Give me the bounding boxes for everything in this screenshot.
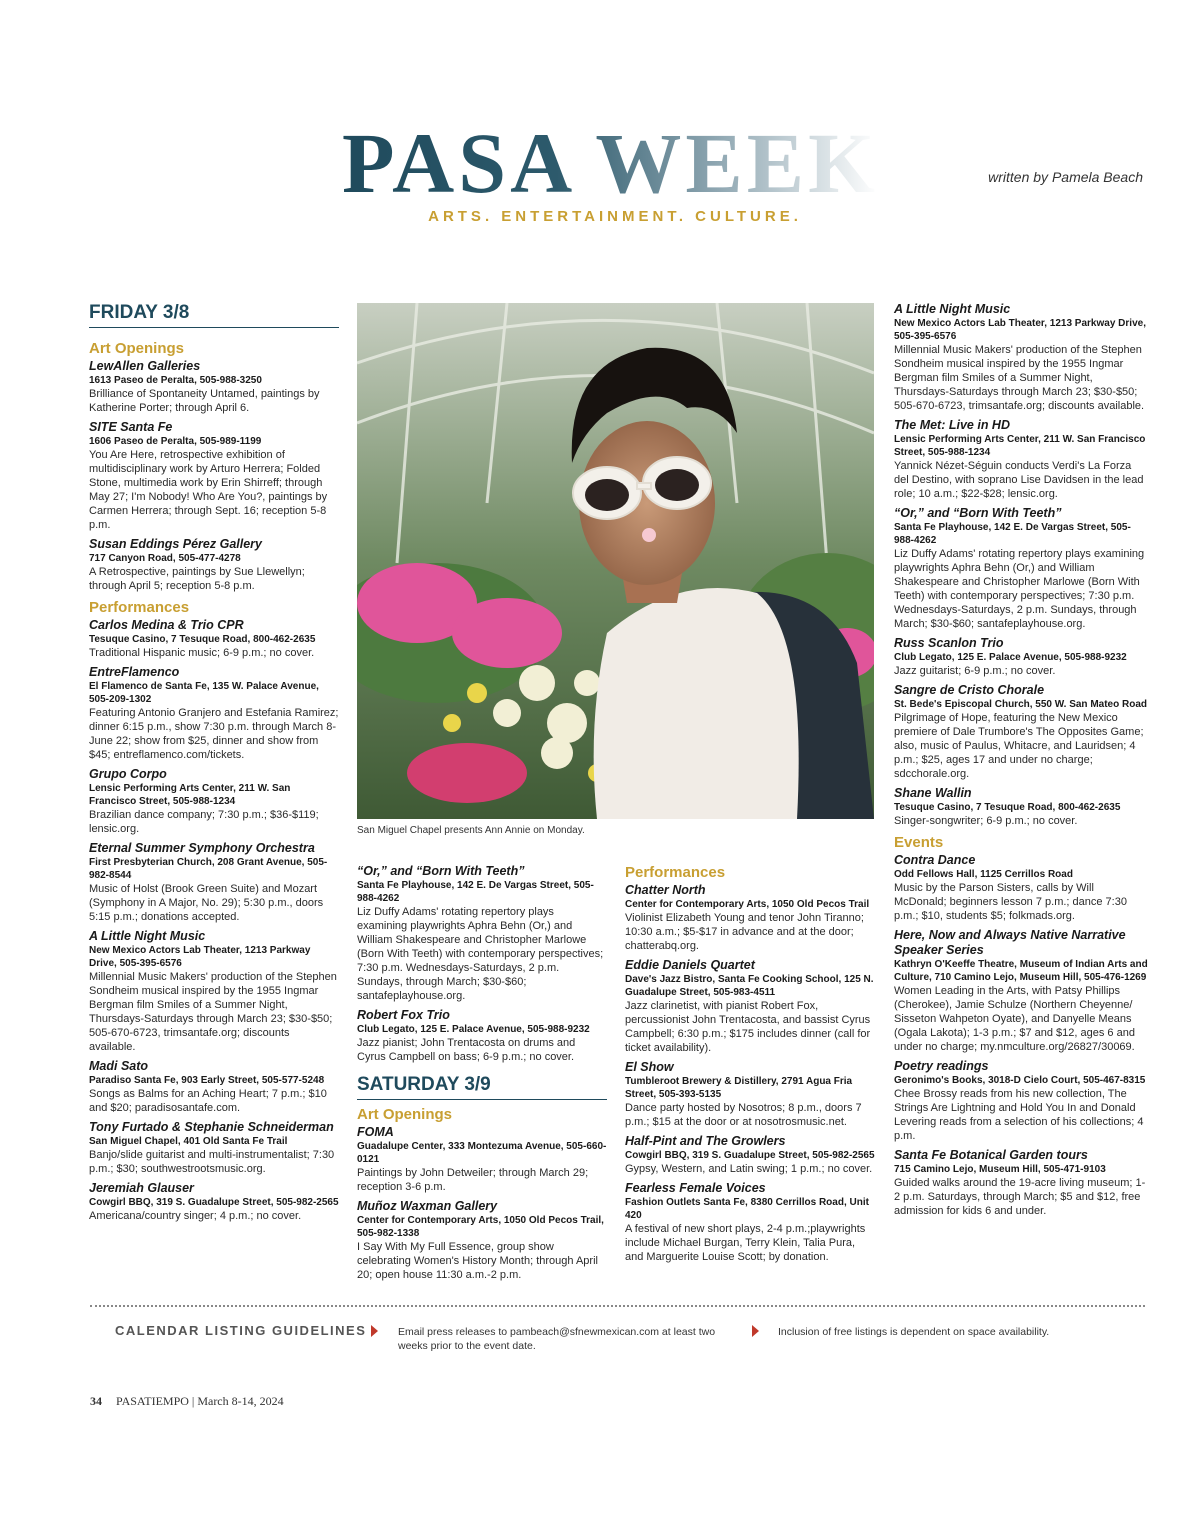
column-4 — [894, 302, 1148, 1223]
listing-name: Fearless Female Voices — [625, 1181, 766, 1195]
column-2 — [357, 864, 607, 1287]
listing-entry — [894, 302, 1148, 413]
listing-name: Poetry readings — [894, 1059, 989, 1073]
listing-name: Eddie Daniels Quartet — [625, 958, 755, 972]
tagline: ARTS. ENTERTAINMENT. CULTURE. — [428, 208, 802, 225]
listing-name: Sangre de Cristo Chorale — [894, 683, 1045, 697]
listing-description: Banjo/slide guitarist and multi-instrumentalist; 7:30 p.m.; $30; southwestrootsmusic.org. — [89, 1149, 335, 1175]
photo-caption: San Miguel Chapel presents Ann Annie on Monday. — [357, 825, 585, 836]
listing-entry — [89, 420, 339, 532]
listing-description: Liz Duffy Adams' rotating repertory plays examining playwrights Aphra Behn (Or,) and William Shakespeare and Christopher Marlowe (Born With Teeth) with contemporary perspectives; 7:30 p.m. Wednesdays-Saturdays, 2 p.m. Sundays, through March; $30-$60; santafeplayhouse.org. — [894, 548, 1145, 630]
listing-description: Chee Brossy reads from his new collection, The Strings Are Lightning and Hold You In and Donald Levering reads from a selection of his collections; 4 p.m. — [894, 1088, 1144, 1142]
listing-entry — [357, 1125, 607, 1194]
listing-entry — [894, 853, 1148, 923]
listing-address: Odd Fellows Hall, 1125 Cerrillos Road — [894, 869, 1073, 880]
listing-entry — [894, 786, 1148, 828]
listing-description: Paintings by John Detweiler; through March 29; reception 3-6 p.m. — [357, 1167, 589, 1193]
byline: written by Pamela Beach — [988, 169, 1143, 185]
listing-description: Traditional Hispanic music; 6-9 p.m.; no cover. — [89, 647, 315, 659]
listing-group — [894, 853, 1148, 1218]
listing-group — [89, 359, 339, 593]
listing-description: You Are Here, retrospective exhibition of multidisciplinary work by Arturo Herrera; Folded Stone, multimedia work by Erin Shirreff; through May 27; I'm Nobody! Who Are You?, paintings by Carmen Herrera; through Sept. 16; reception 5-8 p.m. — [89, 449, 328, 531]
listing-name: Susan Eddings Pérez Gallery — [89, 537, 262, 551]
listing-description: Jazz pianist; John Trentacosta on drums and Cyrus Campbell on bass; 6-9 p.m.; no cover. — [357, 1037, 576, 1063]
listing-group — [89, 618, 339, 1223]
listing-description: Americana/country singer; 4 p.m.; no cover. — [89, 1210, 302, 1222]
listing-name: EntreFlamenco — [89, 665, 180, 679]
category-heading: Performances — [625, 864, 726, 881]
guidelines-divider — [90, 1305, 1145, 1307]
listing-entry — [625, 958, 875, 1055]
listing-group — [357, 864, 607, 1064]
publication-info: PASATIEMPO | March 8-14, 2024 — [116, 1394, 284, 1408]
listing-entry — [89, 359, 339, 415]
listing-address: New Mexico Actors Lab Theater, 1213 Parkway Drive, 505-395-6576 — [894, 318, 1146, 342]
day-heading: SATURDAY 3/9 — [357, 1074, 607, 1100]
column-3 — [625, 864, 875, 1269]
guidelines-item: Inclusion of free listings is dependent on space availability. — [778, 1326, 1050, 1338]
listing-address: 1606 Paseo de Peralta, 505-989-1199 — [89, 436, 262, 447]
listing-address: Club Legato, 125 E. Palace Avenue, 505-988-9232 — [894, 652, 1127, 663]
column-friday — [89, 302, 339, 1228]
listing-entry — [894, 928, 1148, 1054]
listing-description: Liz Duffy Adams' rotating repertory plays examining playwrights Aphra Behn (Or,) and William Shakespeare and Christopher Marlowe (Born With Teeth) with contemporary perspectives; 7:30 p.m. Wednesdays-Saturdays, 2 p.m. Sundays, through March; $30-$60; santafeplayhouse.org. — [357, 906, 604, 1002]
listing-description: Singer-songwriter; 6-9 p.m.; no cover. — [894, 815, 1078, 827]
listing-entry — [357, 1199, 607, 1282]
listing-name: Grupo Corpo — [89, 767, 167, 781]
listing-entry — [357, 1008, 607, 1064]
listing-description: Songs as Balms for an Aching Heart; 7 p.m.; $10 and $20; paradisosantafe.com. — [89, 1088, 327, 1114]
listing-address: San Miguel Chapel, 401 Old Santa Fe Trail — [89, 1136, 288, 1147]
listing-entry — [89, 618, 339, 660]
listing-entry — [894, 1148, 1148, 1218]
listing-address: Tesuque Casino, 7 Tesuque Road, 800-462-2635 — [894, 802, 1121, 813]
listing-address: Santa Fe Playhouse, 142 E. De Vargas Street, 505-988-4262 — [894, 522, 1131, 546]
listing-name: El Show — [625, 1060, 674, 1074]
listing-description: Featuring Antonio Granjero and Estefania Ramirez; dinner 6:15 p.m., show 7:30 p.m. through March 8-June 22; show from $25, dinner and show from $45; entreflamenco.com/tickets. — [89, 707, 339, 761]
guidelines-title: CALENDAR LISTING GUIDELINES — [115, 1323, 367, 1338]
listing-name: Muñoz Waxman Gallery — [357, 1199, 498, 1213]
listing-description: Music of Holst (Brook Green Suite) and Mozart (Symphony in A Major, No. 29); 5:30 p.m., doors 5:15 p.m.; donations accepted. — [89, 883, 324, 923]
masthead: PASA WEEK — [342, 115, 880, 211]
listing-address: Kathryn O'Keeffe Theatre, Museum of Indian Arts and Culture, 710 Camino Lejo, Museum Hill, 505-476-1269 — [894, 959, 1148, 983]
listing-address: Lensic Performing Arts Center, 211 W. San Francisco Street, 505-988-1234 — [89, 783, 291, 807]
listing-name: The Met: Live in HD — [894, 418, 1010, 432]
listing-entry — [89, 665, 339, 762]
listing-name: SITE Santa Fe — [89, 420, 173, 434]
listing-address: 1613 Paseo de Peralta, 505-988-3250 — [89, 375, 262, 386]
listing-description: Pilgrimage of Hope, featuring the New Mexico premiere of Dale Trumbore's The Opposites Game; also, music of Paulus, Whitacre, and Lauridsen; 4 p.m.; $25, ages 17 and under no charge; sdcchorale.org. — [894, 712, 1144, 780]
photo-image — [357, 303, 874, 819]
listing-entry — [625, 883, 875, 953]
listing-group — [357, 1125, 607, 1282]
listing-address: Santa Fe Playhouse, 142 E. De Vargas Street, 505-988-4262 — [357, 880, 594, 904]
listing-entry — [89, 1120, 339, 1176]
listing-name: Santa Fe Botanical Garden tours — [894, 1148, 1088, 1162]
listing-description: Yannick Nézet-Séguin conducts Verdi's La Forza del Destino, with soprano Lise Davidsen in the lead role; 10 a.m.; $22-$28; lensic.org. — [894, 460, 1144, 500]
listing-entry — [89, 929, 339, 1054]
listing-entry — [894, 418, 1148, 501]
listing-address: New Mexico Actors Lab Theater, 1213 Parkway Drive, 505-395-6576 — [89, 945, 311, 969]
listing-entry — [894, 1059, 1148, 1143]
listing-name: LewAllen Galleries — [89, 359, 201, 373]
listing-address: 717 Canyon Road, 505-477-4278 — [89, 553, 241, 564]
listing-name: A Little Night Music — [894, 302, 1011, 316]
listing-name: Chatter North — [625, 883, 706, 897]
guidelines-item: Email press releases to pambeach@sfnewmexican.com at least two weeks prior to the event date. — [398, 1326, 716, 1352]
listing-name: Shane Wallin — [894, 786, 972, 800]
listing-group — [625, 883, 875, 1264]
listing-address: St. Bede's Episcopal Church, 550 W. San Mateo Road — [894, 699, 1147, 710]
category-heading: Art Openings — [357, 1106, 453, 1123]
page-number: 34 — [90, 1394, 102, 1408]
listing-description: Jazz guitarist; 6-9 p.m.; no cover. — [894, 665, 1056, 677]
listing-description: Music by the Parson Sisters, calls by Will McDonald; beginners lesson 7 p.m.; dance 7:30 p.m.; $10, students $5; folkmads.org. — [894, 882, 1127, 922]
listing-description: Women Leading in the Arts, with Patsy Phillips (Cherokee), Jamie Schulze (Northern Cheyenne/ Sisseton Wahpeton Oyate), and Danyelle Means (Ogala Lakota); 1-3 p.m.; $7 and $12, ages 6 and under no charge; my.nmculture.org/26827/30069. — [894, 985, 1135, 1053]
listing-address: 715 Camino Lejo, Museum Hill, 505-471-9103 — [894, 1164, 1106, 1175]
listing-address: Tesuque Casino, 7 Tesuque Road, 800-462-2635 — [89, 634, 316, 645]
category-heading: Events — [894, 834, 944, 851]
page-footer — [90, 1394, 284, 1409]
listing-group — [894, 302, 1148, 828]
listing-entry — [625, 1060, 875, 1129]
listing-name: Russ Scanlon Trio — [894, 636, 1004, 650]
listing-address: Cowgirl BBQ, 319 S. Guadalupe Street, 505-982-2565 — [625, 1150, 875, 1161]
listing-entry — [894, 636, 1148, 678]
listing-name: Tony Furtado & Stephanie Schneiderman — [89, 1120, 334, 1134]
listing-entry — [894, 506, 1148, 631]
listing-address: Dave's Jazz Bistro, Santa Fe Cooking School, 125 N. Guadalupe Street, 505-983-4511 — [625, 974, 874, 998]
listing-description: Millennial Music Makers' production of the Stephen Sondheim musical inspired by the 1955 Ingmar Bergman film Smiles of a Summer Night, Thursdays-Saturdays through March 23; $30-$50; 505-670-6723, trimsantafe.org; discounts available. — [894, 344, 1145, 412]
listing-description: Jazz clarinetist, with pianist Robert Fox, percussionist John Trentacosta, and bassist Cyrus Campbell; 6:30 p.m.; $175 includes dinner (call for ticket availability). — [625, 1000, 871, 1054]
listing-entry — [89, 767, 339, 836]
listing-entry — [357, 864, 607, 1003]
listing-address: Paradiso Santa Fe, 903 Early Street, 505-577-5248 — [89, 1075, 325, 1086]
day-heading: FRIDAY 3/8 — [89, 302, 339, 328]
arrow-icon — [752, 1325, 759, 1337]
listing-name: Madi Sato — [89, 1059, 149, 1073]
listing-entry — [625, 1134, 875, 1176]
listing-entry — [625, 1181, 875, 1264]
listing-name: Robert Fox Trio — [357, 1008, 450, 1022]
listing-description: A festival of new short plays, 2-4 p.m.;playwrights include Michael Burgan, Terry Klein, Talia Pura, and Marguerite Louise Scott; by donation. — [625, 1223, 866, 1263]
category-heading: Art Openings — [89, 340, 185, 357]
listing-entry — [89, 841, 339, 924]
listing-address: Center for Contemporary Arts, 1050 Old Pecos Trail, 505-982-1338 — [357, 1215, 604, 1239]
listing-name: A Little Night Music — [89, 929, 206, 943]
arrow-icon — [371, 1325, 378, 1337]
listing-description: Guided walks around the 19-acre living museum; 1-2 p.m. Saturdays, through March; $5 and $12, free admission for kids 6 and under. — [894, 1177, 1146, 1217]
listing-address: Lensic Performing Arts Center, 211 W. San Francisco Street, 505-988-1234 — [894, 434, 1146, 458]
listing-description: Gypsy, Western, and Latin swing; 1 p.m.; no cover. — [625, 1163, 873, 1175]
listing-description: Brilliance of Spontaneity Untamed, paintings by Katherine Porter; through April 6. — [89, 388, 320, 414]
listing-address: Fashion Outlets Santa Fe, 8380 Cerrillos Road, Unit 420 — [625, 1197, 869, 1221]
listing-name: Contra Dance — [894, 853, 976, 867]
listing-address: Guadalupe Center, 333 Montezuma Avenue, 505-660-0121 — [357, 1141, 607, 1165]
listing-name: Here, Now and Always Native Narrative Speaker Series — [894, 928, 1126, 957]
listing-entry — [894, 683, 1148, 781]
category-heading: Performances — [89, 599, 190, 616]
listing-name: Jeremiah Glauser — [89, 1181, 194, 1195]
listing-description: A Retrospective, paintings by Sue Llewellyn; through April 5; reception 5-8 p.m. — [89, 566, 305, 592]
listing-address: Cowgirl BBQ, 319 S. Guadalupe Street, 505-982-2565 — [89, 1197, 339, 1208]
listing-address: Center for Contemporary Arts, 1050 Old Pecos Trail — [625, 899, 870, 910]
listing-description: Violinist Elizabeth Young and tenor John Tiranno; 10:30 a.m.; $5-$17 in advance and at the door; chatterabq.org. — [625, 912, 864, 952]
listing-name: FOMA — [357, 1125, 394, 1139]
listing-name: Carlos Medina & Trio CPR — [89, 618, 244, 632]
listing-name: “Or,” and “Born With Teeth” — [357, 864, 525, 878]
listing-entry — [89, 1181, 339, 1223]
listing-description: Millennial Music Makers' production of the Stephen Sondheim musical inspired by the 1955 Ingmar Bergman film Smiles of a Summer Night, Thursdays-Saturdays through March 23; $30-$50; 505-670-6723, trimsantafe.org; discounts available. — [89, 971, 337, 1053]
listing-address: Club Legato, 125 E. Palace Avenue, 505-988-9232 — [357, 1024, 590, 1035]
listing-name: “Or,” and “Born With Teeth” — [894, 506, 1062, 520]
listing-entry — [89, 537, 339, 593]
listing-description: I Say With My Full Essence, group show celebrating Women's History Month; through April 20; open house 11:30 a.m.-2 p.m. — [357, 1241, 598, 1281]
listing-sections — [89, 340, 339, 1223]
listing-name: Eternal Summer Symphony Orchestra — [89, 841, 315, 855]
listing-address: El Flamenco de Santa Fe, 135 W. Palace Avenue, 505-209-1302 — [89, 681, 319, 705]
listing-address: Tumbleroot Brewery & Distillery, 2791 Agua Fria Street, 505-393-5135 — [625, 1076, 853, 1100]
listing-address: Geronimo's Books, 3018-D Cielo Court, 505-467-8315 — [894, 1075, 1146, 1086]
listing-description: Brazilian dance company; 7:30 p.m.; $36-$119; lensic.org. — [89, 809, 319, 835]
listing-description: Dance party hosted by Nosotros; 8 p.m., doors 7 p.m.; $15 at the door or at nosotrosmusic.net. — [625, 1102, 862, 1128]
listing-entry — [89, 1059, 339, 1115]
feature-photo — [357, 303, 874, 819]
listing-address: First Presbyterian Church, 208 Grant Avenue, 505-982-8544 — [89, 857, 328, 881]
listing-name: Half-Pint and The Growlers — [625, 1134, 786, 1148]
